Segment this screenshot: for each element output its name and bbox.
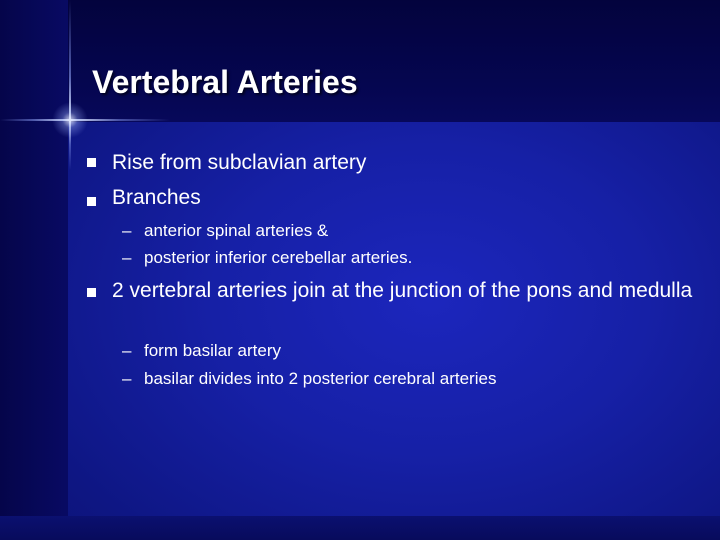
dash-bullet-icon: –	[122, 221, 132, 240]
left-band	[0, 0, 68, 540]
sub-bullet-item: anterior spinal arteries &	[144, 221, 329, 240]
bottom-band	[0, 516, 720, 540]
bullet-item: Rise from subclavian artery	[112, 151, 367, 174]
slide-title: Vertebral Arteries	[92, 64, 358, 100]
square-bullet-icon	[87, 158, 96, 167]
sparkle-star-icon	[69, 0, 71, 170]
dash-bullet-icon: –	[122, 248, 132, 267]
dash-bullet-icon: –	[122, 341, 132, 360]
bullet-item: 2 vertebral arteries join at the junction of the pons and medulla	[112, 279, 693, 302]
square-bullet-icon	[87, 197, 96, 206]
sub-bullet-item: basilar divides into 2 posterior cerebral arteries	[144, 369, 497, 388]
square-bullet-icon	[87, 288, 96, 297]
sub-bullet-item: form basilar artery	[144, 341, 281, 360]
sparkle-star-glow	[52, 102, 88, 138]
sub-bullet-item: posterior inferior cerebellar arteries.	[144, 248, 413, 267]
dash-bullet-icon: –	[122, 369, 132, 388]
bullet-item: Branches	[112, 186, 201, 209]
